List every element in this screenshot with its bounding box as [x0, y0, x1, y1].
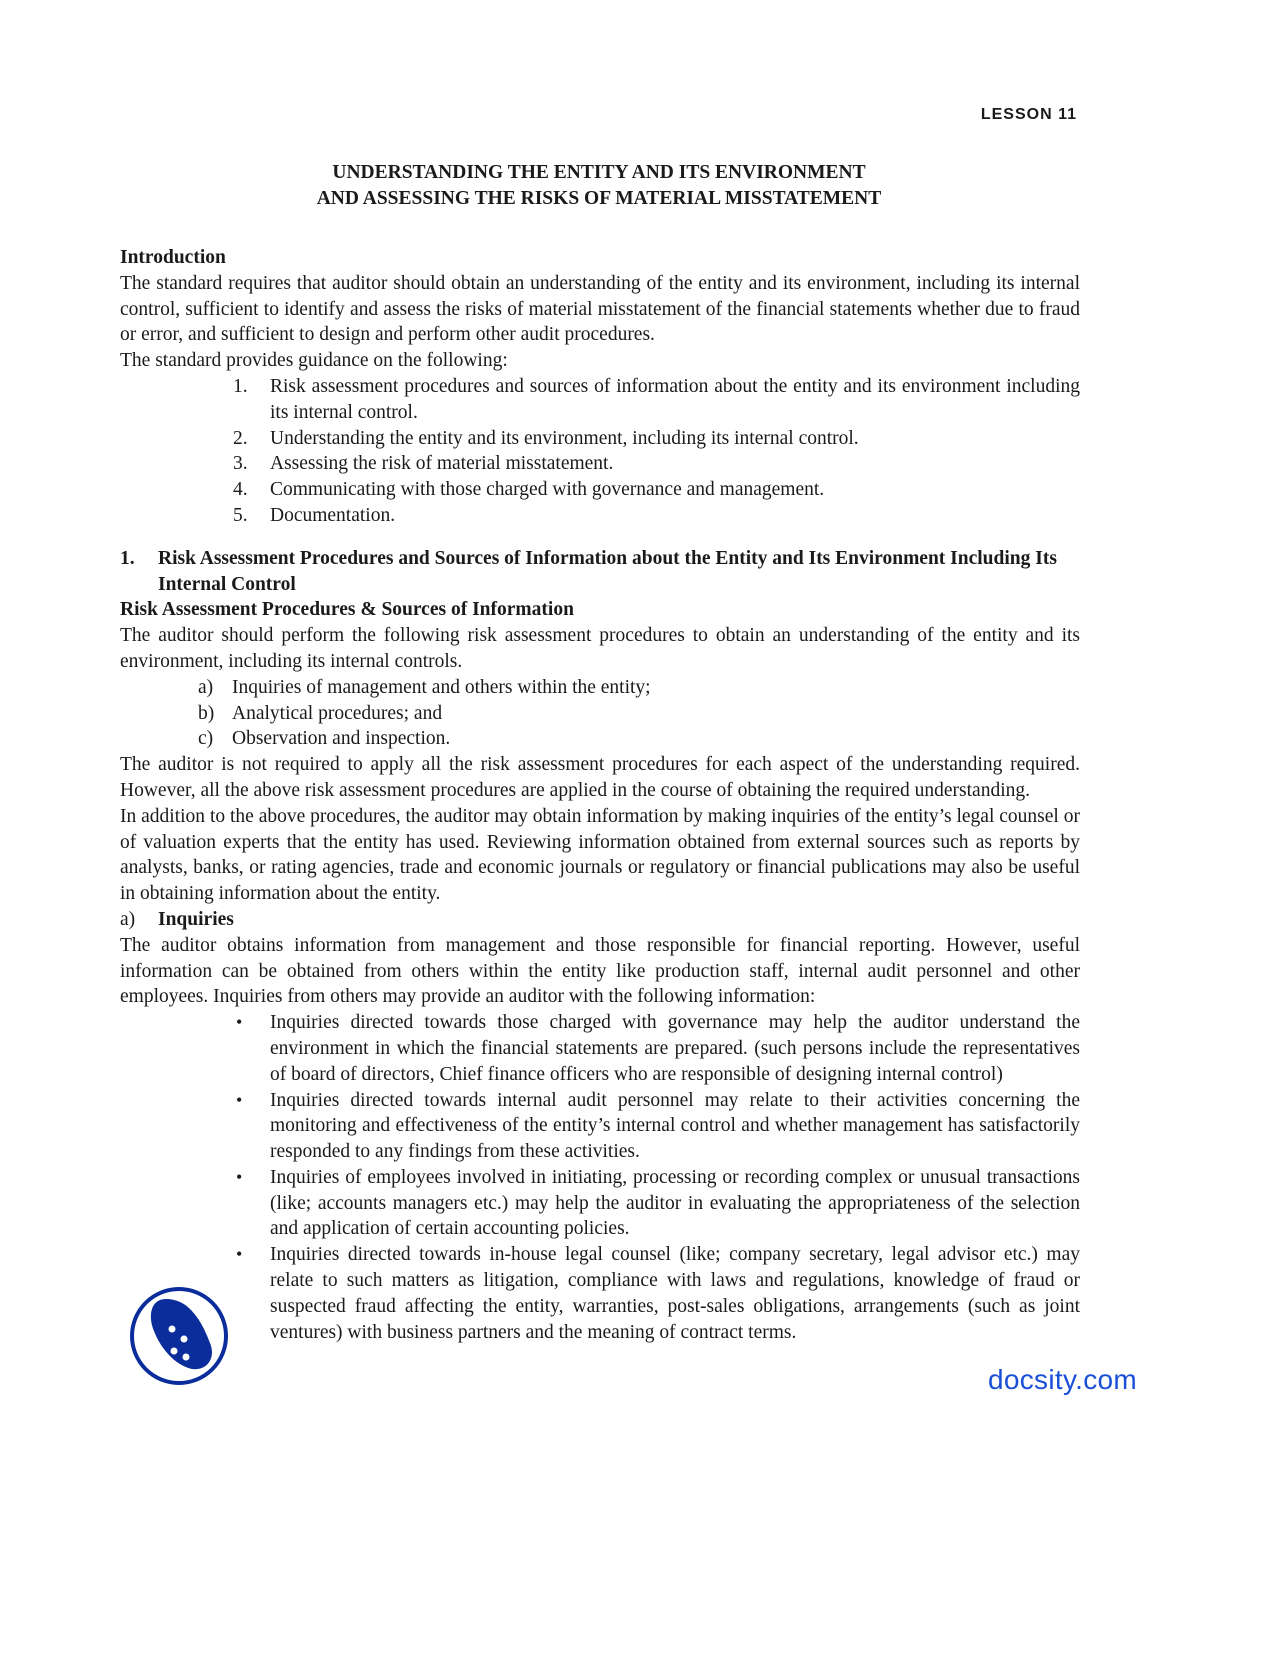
- bullet-item: [120, 1165, 1080, 1242]
- list-number: 4.: [233, 479, 248, 501]
- list-number: 1.: [233, 375, 248, 397]
- list-text: Risk assessment procedures and sources of information about the entity and its environment including its internal control.: [270, 375, 1080, 423]
- list-text: Communicating with those charged with governance and management.: [270, 479, 825, 501]
- intro-heading: Introduction: [120, 247, 226, 268]
- bullet-item: [120, 1010, 1080, 1087]
- intro-list-item: [120, 426, 1080, 452]
- inquiries-heading: [120, 907, 1080, 933]
- list-letter: b): [198, 702, 215, 724]
- section-1-paragraph-3: In addition to the above procedures, the auditor may obtain information by making inquiries of the entity’s legal counsel or of valuation experts that the entity has used. Reviewing information obtained from external sources such as reports by analysts, banks, or rating agencies, trade and economic journals or regulatory or financial publications may also be useful in obtaining information about the entity.: [120, 805, 1080, 905]
- bullet-text: Inquiries directed towards internal audit personnel may relate to their activities concerning the monitoring and effectiveness of the entity’s internal control and whether management has satisfactorily responded to any findings from these activities.: [270, 1089, 1080, 1163]
- intro-list-item: [120, 374, 1080, 426]
- docsity-logo-icon: [128, 1283, 230, 1389]
- bullet-text: Inquiries directed towards those charged with governance may help the auditor understand the environment in which the financial statements are prepared. (such persons include the representatives of board of directors, Chief finance officers who are responsible of designing internal control): [270, 1012, 1080, 1085]
- procedures-list: [120, 675, 1080, 752]
- section-title: Risk Assessment Procedures and Sources of Information about the Entity and Its Environment Including Its Internal Control: [158, 547, 1057, 595]
- section-number: 1.: [120, 547, 135, 569]
- subsection-title: Inquiries: [158, 908, 234, 930]
- list-number: 2.: [233, 427, 248, 449]
- inquiries-bullets: [120, 1010, 1080, 1345]
- intro-list: [120, 374, 1080, 529]
- procedures-list-item: [120, 675, 1080, 701]
- section-1-subheading: Risk Assessment Procedures & Sources of Information: [120, 599, 574, 621]
- title-line-2: AND ASSESSING THE RISKS OF MATERIAL MISSTATEMENT: [316, 188, 882, 209]
- bullet-icon: •: [236, 1244, 243, 1265]
- intro-list-item: [120, 477, 1080, 503]
- title-line-1: UNDERSTANDING THE ENTITY AND ITS ENVIRONMENT: [332, 162, 866, 183]
- inquiries-paragraph: The auditor obtains information from management and those responsible for financial reporting. However, useful information can be obtained from others within the entity like production staff, internal audit personnel and other employees. Inquiries from others may provide an auditor with the following information:: [120, 934, 1080, 1008]
- bullet-icon: •: [236, 1012, 243, 1033]
- bullet-text: Inquiries of employees involved in initiating, processing or recording complex or unusual transactions (like; accounts managers etc.) may help the auditor in evaluating the appropriateness of the selection and application of certain accounting policies.: [270, 1166, 1080, 1240]
- intro-paragraph-1: The standard requires that auditor should obtain an understanding of the entity and its environment, including its internal control, sufficient to identify and assess the risks of material misstatement of the financial statements whether due to fraud or error, and sufficient to design and perform other audit procedures.: [120, 272, 1080, 346]
- bullet-icon: •: [236, 1166, 243, 1187]
- list-text: Observation and inspection.: [232, 728, 451, 750]
- list-number: 3.: [233, 453, 248, 475]
- procedures-list-item: [120, 701, 1080, 727]
- bullet-text: Inquiries directed towards in-house legal counsel (like; company secretary, legal advisor etc.) may relate to such matters as litigation, compliance with laws and regulations, knowledge of fraud or suspected fraud affecting the entity, warranties, post-sales obligations, arrangements (such as joint ventures) with business partners and the meaning of contract terms.: [270, 1244, 1080, 1343]
- section-1-paragraph-1: The auditor should perform the following risk assessment procedures to obtain an understanding of the entity and its environment, including its internal controls.: [120, 625, 1080, 672]
- list-letter: a): [198, 676, 214, 698]
- intro-list-item: [120, 451, 1080, 477]
- list-text: Understanding the entity and its environment, including its internal control.: [270, 427, 859, 449]
- bullet-item: [120, 1242, 1080, 1345]
- bullet-item: [120, 1088, 1080, 1165]
- list-text: Analytical procedures; and: [232, 702, 443, 724]
- document-body: [120, 245, 1080, 1345]
- docsity-watermark[interactable]: docsity.com: [988, 1364, 1138, 1395]
- list-text: Documentation.: [270, 504, 396, 526]
- list-letter: c): [198, 728, 214, 750]
- list-number: 5.: [233, 504, 248, 526]
- lesson-label: LESSON 11: [980, 106, 1077, 123]
- intro-list-item: [120, 503, 1080, 529]
- intro-paragraph-2: The standard provides guidance on the following:: [120, 350, 508, 372]
- subsection-letter: a): [120, 908, 136, 930]
- section-1-heading: [120, 546, 1080, 598]
- list-text: Inquiries of management and others within the entity;: [232, 676, 651, 698]
- bullet-icon: •: [236, 1089, 243, 1110]
- section-1-paragraph-2: The auditor is not required to apply all the risk assessment procedures for each aspect of the understanding required. However, all the above risk assessment procedures are applied in the course of obtaining the required understanding.: [120, 754, 1080, 801]
- list-text: Assessing the risk of material misstatement.: [270, 453, 614, 475]
- procedures-list-item: [120, 726, 1080, 752]
